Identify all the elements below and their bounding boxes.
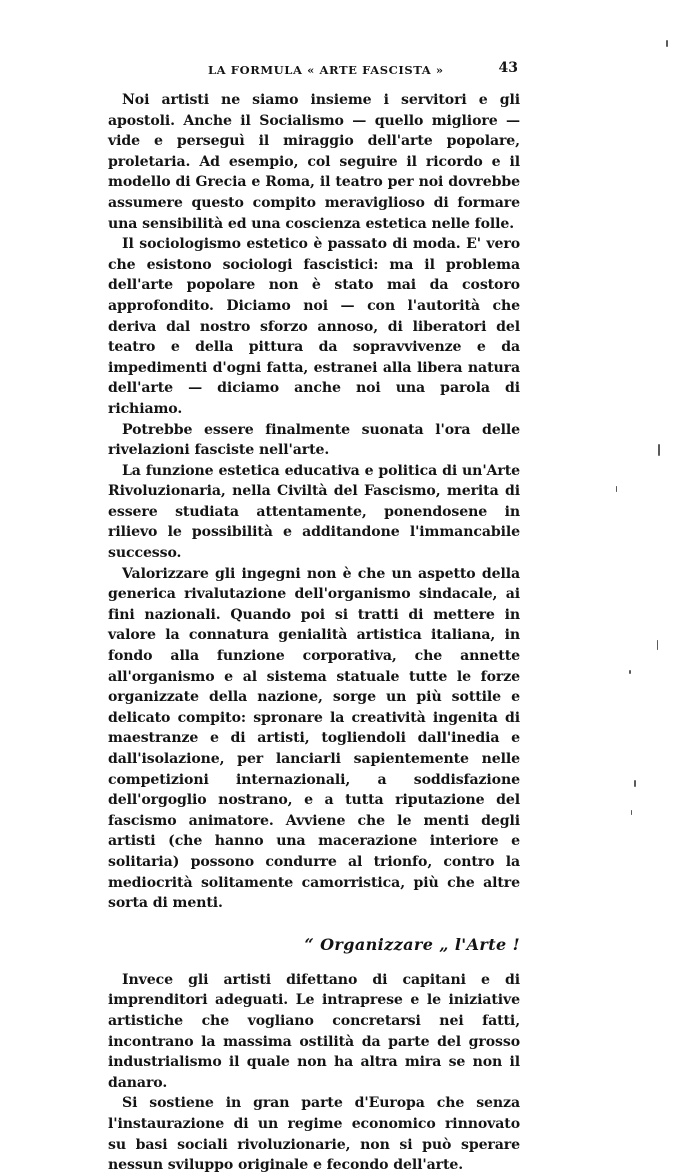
paragraph: Il sociologismo estetico è passato di moda. E' vero che esistono sociologi fascistici: ma il problema dell'arte popolare non è stato mai da costoro approfondito. Diciamo noi — con l'autorità che deriva dal nostro sforzo annoso, di liberatori del teatro e della pittura da sopravvivenze e da impedimenti d'ogni fatta, estranei alla libera natura dell'arte — diciamo anche noi una parola di richiamo. bbox=[108, 236, 520, 417]
scan-speck bbox=[634, 780, 636, 787]
scan-speck bbox=[616, 486, 617, 492]
scan-speck bbox=[666, 40, 668, 47]
paragraph: Invece gli artisti difettano di capitani e di imprenditori adeguati. Le intraprese e le iniziative artistiche che vogliano concretarsi nei fatti, incontrano la massima ostilità da parte del grosso industrialismo il quale non ha altra mira se non il danaro. bbox=[108, 971, 520, 1091]
section-heading: “ Organizzare „ l'Arte ! bbox=[304, 934, 520, 954]
body-text bbox=[108, 90, 520, 1176]
scan-speck bbox=[658, 444, 660, 456]
paragraph: Noi artisti ne siamo insieme i servitori e gli apostoli. Anche il Socialismo — quello migliore — vide e perseguì il miraggio dell'arte popolare, proletaria. Ad esempio, col seguire il ricordo e il modello di Grecia e Roma, il teatro per noi dovrebbe assumere questo compito meraviglioso di formare una sensibilità ed una coscienza estetica nelle folle. bbox=[108, 92, 520, 232]
running-title: LA FORMULA « ARTE FASCISTA » bbox=[208, 63, 444, 77]
paragraph: Potrebbe essere finalmente suonata l'ora delle rivelazioni fasciste nell'arte. bbox=[108, 421, 520, 459]
page-header bbox=[108, 60, 520, 80]
scan-speck bbox=[657, 640, 658, 650]
scan-speck bbox=[629, 670, 631, 674]
paragraph: Valorizzare gli ingegni non è che un aspetto della generica rivalutazione dell'organismo sindacale, ai fini nazionali. Quando poi si tratti di mettere in valore la connatura genialità artistica italiana, in fondo alla funzione corporativa, che annette all'organismo e al sistema statuale tutte le forze organizzate della nazione, sorge un più sottile e delicato compito: spronare la creatività ingenita di maestranze e di artisti, togliendoli dall'inedia e dall'isolazione, per lanciarli sapientemente nelle competizioni internazionali, a soddisfazione dell'orgoglio nostrano, e a tutta riputazione del fascismo animatore. Avviene che le menti degli artisti (che hanno una macerazione interiore e solitaria) possono condurre al trionfo, contro la mediocrità solitamente camorristica, più che altre sorta di menti. bbox=[108, 565, 520, 912]
scan-speck bbox=[631, 810, 632, 815]
paragraph: La funzione estetica educativa e politica di un'Arte Rivoluzionaria, nella Civiltà del Fascismo, merita di essere studiata attentamente, ponendosene in rilievo le possibilità e additandone l'immancabile successo. bbox=[108, 462, 520, 562]
paragraph: Si sostiene in gran parte d'Europa che senza l'instaurazione di un regime economico rinnovato su basi sociali rivoluzionarie, non si può sperare nessun sviluppo originale e fecondo dell'arte. bbox=[108, 1095, 520, 1174]
page-number: 43 bbox=[498, 60, 518, 76]
